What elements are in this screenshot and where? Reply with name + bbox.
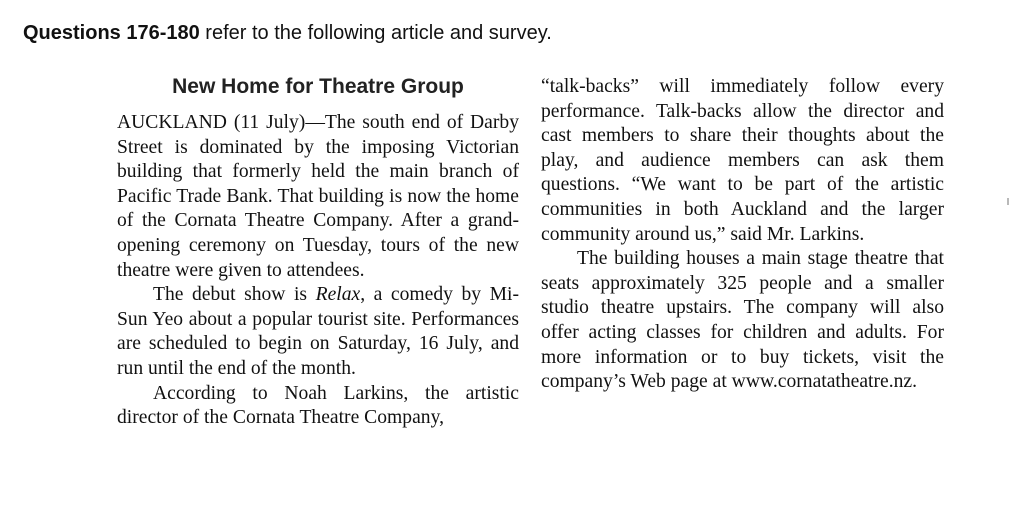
article-paragraph-1: AUCKLAND (11 July)—The south end of Darby Street is dominated by the imposing Victorian building that formerly held the main branch of Pacific Trade Bank. That building is now the home of the Cornata Theatre Company. After a grand-opening ceremony on Tuesday, tours of the new theatre were given to attendees. xyxy=(117,112,519,281)
question-instructions xyxy=(23,22,552,45)
article-column-left xyxy=(117,111,519,431)
article-column-right xyxy=(541,75,944,395)
article-paragraph-4: “talk-backs” will immediately follow every performance. Talk-backs allow the director and cast members to share their thoughts about the play, and audience members can ask them questions. “We want to be part of the artistic communities in both Auckland and the larger community around us,” said Mr. Larkins. xyxy=(541,76,944,245)
show-title: Relax xyxy=(315,284,361,306)
paragraph-2-text-a: The debut show is xyxy=(153,284,316,306)
question-range: Questions 176-180 xyxy=(23,22,200,44)
article-headline: New Home for Theatre Group xyxy=(172,75,464,98)
article-paragraph-5: The building houses a main stage theatre that seats approximately 325 people and a smaller studio theatre upstairs. The company will also offer acting classes for children and adults. For more information or to buy tickets, visit the company’s Web page at www.cornatatheatre.nz. xyxy=(541,248,944,393)
instructions-text: refer to the following article and survey. xyxy=(199,22,552,44)
article-paragraph-3: According to Noah Larkins, the artistic director of the Cornata Theatre Company, xyxy=(117,382,519,429)
paragraph-2-text-b: , a comedy by Mi-Sun Yeo about a popular tourist site. Performances are scheduled to begin on Saturday, 16 July, and run until the end of the month. xyxy=(117,284,519,379)
article-paragraph-2 xyxy=(117,283,519,381)
scan-margin-mark xyxy=(1007,198,1009,205)
